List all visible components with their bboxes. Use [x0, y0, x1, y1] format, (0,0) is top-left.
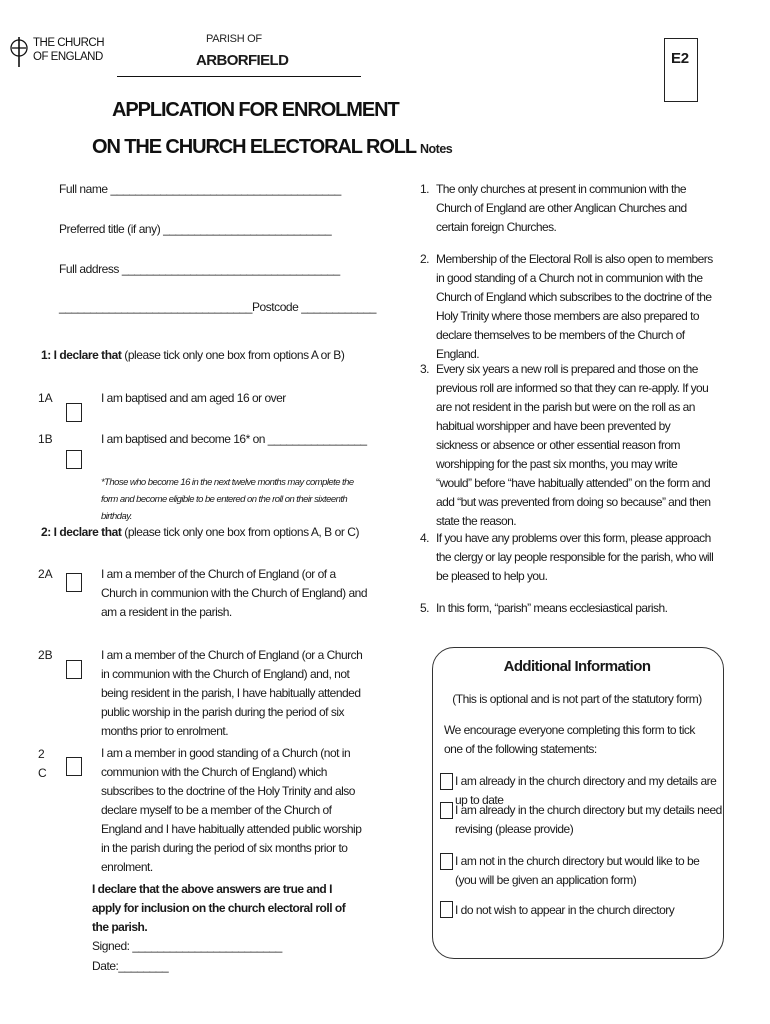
option-2b-id: 2B [38, 648, 53, 662]
note-4-text: If you have any problems over this form, please approach the clergy or lay people responsible for the parish, who will be pleased to help you. [436, 531, 714, 583]
option-2c-id-line-2: C [38, 766, 47, 780]
additional-info-subtitle: (This is optional and is not part of the statutory form) [452, 692, 702, 706]
option-2c-text: I am a member in good standing of a Church (not in communion with the Church of England) which subscribes to the doctrine of the Holy Trinity and also declare myself to be a member of the Church of England and I have habitually attended public worship in the parish during the period of six months prior to enrolment. [101, 746, 362, 874]
full-address-field[interactable]: Full address ___________________________________ [59, 262, 340, 276]
note-1-number: 1. [420, 182, 429, 196]
section-2-heading-bold: 2: I declare that [41, 525, 122, 539]
option-2c-id-line-1: 2 [38, 747, 45, 761]
parish-name: ARBORFIELD [196, 52, 289, 69]
note-5-text: In this form, “parish” means ecclesiastical parish. [436, 601, 668, 615]
directory-option-1-text: I am already in the church directory and my details are up to date [455, 774, 717, 807]
additional-info-intro: We encourage everyone completing this form to tick one of the following statements: [444, 723, 695, 756]
option-2c-id [38, 745, 47, 783]
section-1-heading-rest: (please tick only one box from options A or B) [121, 348, 345, 362]
postcode-field[interactable]: _______________________________Postcode ____________ [59, 300, 376, 314]
directory-option-4-text: I do not wish to appear in the church directory [455, 903, 675, 917]
parish-label: PARISH OF [206, 33, 262, 45]
directory-option-1-checkbox[interactable] [440, 773, 453, 790]
note-3-text: Every six years a new roll is prepared and those on the previous roll are informed so that they can re-apply. If you are not resident in the parish but were on the roll as an habitual worshipper and have been prevented by sickness or absence or other essential reason from worshipping for the past six months, you may write “would” before “have habitually attended” on the form and add “but was prevented from doing so because” and then state the reason. [436, 362, 711, 528]
option-2b-checkbox[interactable] [66, 660, 82, 679]
form-code-box [664, 38, 698, 102]
section-1-heading [41, 348, 344, 362]
option-1b-checkbox[interactable] [66, 450, 82, 469]
option-1b-id: 1B [38, 432, 53, 446]
section-2-heading-rest: (please tick only one box from options A, B or C) [121, 525, 360, 539]
directory-option-2-checkbox[interactable] [440, 802, 453, 819]
logo-line-2: OF ENGLAND [33, 51, 103, 63]
logo-wordmark [33, 36, 104, 64]
additional-info-title: Additional Information [503, 658, 651, 675]
option-1a-text: I am baptised and am aged 16 or over [101, 391, 286, 405]
directory-option-2-text: I am already in the church directory but my details need revising (please provide) [455, 803, 722, 836]
directory-option-3-text: I am not in the church directory but would like to be (you will be given an application form) [455, 854, 700, 887]
option-1a-id: 1A [38, 391, 53, 405]
signed-field[interactable]: Signed: ________________________ [92, 939, 282, 953]
directory-option-4-checkbox[interactable] [440, 901, 453, 918]
note-4-number: 4. [420, 531, 429, 545]
note-2-text: Membership of the Electoral Roll is also open to members in good standing of a Church not in communion with the Church of England which subscribes to the doctrine of the Holy Trinity where those members are also prepared to declare themselves to be members of the Church of England. [436, 252, 713, 361]
form-code: E2 [671, 50, 689, 67]
section-1-footnote: *Those who become 16 in the next twelve months may complete the form and become eligible to be entered on the roll on their sixteenth birthday. [101, 477, 354, 522]
parish-underline [117, 76, 361, 77]
notes-heading: Notes [420, 142, 453, 156]
full-name-field[interactable]: Full name _____________________________________ [59, 182, 341, 196]
preferred-title-field[interactable]: Preferred title (if any) ___________________________ [59, 222, 332, 236]
date-field[interactable]: Date:________ [92, 959, 169, 973]
directory-option-3-checkbox[interactable] [440, 853, 453, 870]
option-2a-checkbox[interactable] [66, 573, 82, 592]
note-5-number: 5. [420, 601, 429, 615]
option-2c-checkbox[interactable] [66, 757, 82, 776]
note-3-number: 3. [420, 362, 429, 376]
option-2a-id: 2A [38, 567, 53, 581]
section-2-heading [41, 525, 359, 539]
section-1-heading-bold: 1: I declare that [41, 348, 122, 362]
option-1b-text: I am baptised and become 16* on ________________ [101, 432, 367, 446]
option-1a-checkbox[interactable] [66, 403, 82, 422]
option-2b-text: I am a member of the Church of England (or a Church in communion with the Church of England) and, not being resident in the parish, I have habitually attended public worship in the parish during the period of six months prior to enrolment. [101, 648, 363, 738]
form-title-line-2: ON THE CHURCH ELECTORAL ROLL [92, 136, 417, 158]
option-2a-text: I am a member of the Church of England (or of a Church in communion with the Church of England) and am a resident in the parish. [101, 567, 367, 619]
note-1-text: The only churches at present in communion with the Church of England are other Anglican Churches and certain foreign Churches. [436, 182, 687, 234]
form-title-line-1: APPLICATION FOR ENROLMENT [112, 99, 399, 121]
logo-line-1: THE CHURCH [33, 37, 105, 49]
note-2-number: 2. [420, 252, 429, 266]
final-declaration: I declare that the above answers are true and I apply for inclusion on the church electoral roll of the parish. [92, 882, 346, 934]
cross-icon [10, 35, 32, 71]
